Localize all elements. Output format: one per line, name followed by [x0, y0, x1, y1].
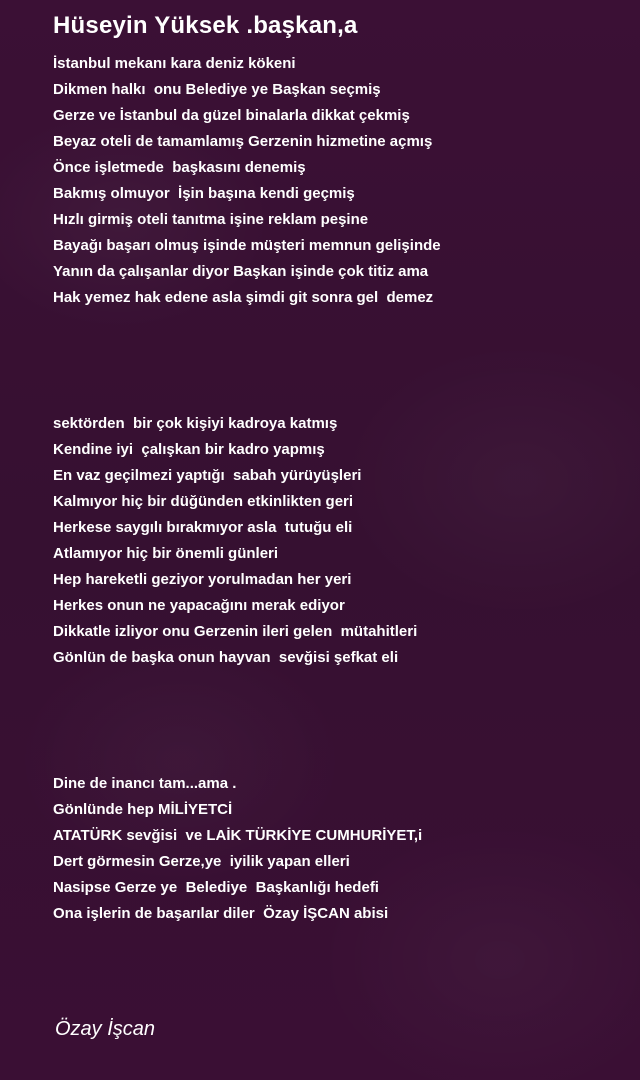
poem-line: Dikkatle izliyor onu Gerzenin ileri gelen mütahitleri — [53, 623, 418, 640]
poem-line: Gerze ve İstanbul da güzel binalarla dikkat çekmiş — [53, 107, 410, 124]
poem-line: İstanbul mekanı kara deniz kökeni — [53, 55, 296, 72]
poem-line: Önce işletmede başkasını denemiş — [53, 159, 306, 176]
poem-title: Hüseyin Yüksek .başkan,a — [53, 12, 358, 39]
poem-line: Dert görmesin Gerze,ye iyilik yapan elleri — [53, 853, 350, 870]
poem-line: Dikmen halkı onu Belediye ye Başkan seçmiş — [53, 81, 381, 98]
poem-line: sektörden bir çok kişiyi kadroya katmış — [53, 415, 338, 432]
poem-line: Yanın da çalışanlar diyor Başkan işinde çok titiz ama — [53, 263, 429, 280]
stanza-2 — [53, 411, 417, 671]
poem-line: Gönlün de başka onun hayvan sevğisi şefkat eli — [53, 649, 399, 666]
poem-line: Herkes onun ne yapacağını merak ediyor — [53, 597, 345, 614]
poem-line: ATATÜRK sevğisi ve LAİK TÜRKİYE CUMHURİYET,i — [53, 827, 423, 844]
poem-line: Gönlünde hep MİLİYETCİ — [53, 801, 233, 818]
poem-line: Atlamıyor hiç bir önemli günleri — [53, 545, 279, 562]
stanza-3 — [53, 771, 422, 927]
poem-line: Bayağı başarı olmuş işinde müşteri memnun gelişinde — [53, 237, 441, 254]
stanza-1 — [53, 51, 441, 311]
poem-line: Kendine iyi çalışkan bir kadro yapmış — [53, 441, 325, 458]
poem-line: Beyaz oteli de tamamlamış Gerzenin hizmetine açmış — [53, 133, 433, 150]
poem-line: Herkese saygılı bırakmıyor asla tutuğu eli — [53, 519, 353, 536]
poem-line: Hızlı girmiş oteli tanıtma işine reklam peşine — [53, 211, 369, 228]
poem-line: En vaz geçilmezi yaptığı sabah yürüyüşleri — [53, 467, 362, 484]
poem-line: Ona işlerin de başarılar diler Özay İŞCAN abisi — [53, 905, 389, 922]
poem-author: Özay İşcan — [55, 1018, 156, 1040]
poem-line: Hak yemez hak edene asla şimdi git sonra gel demez — [53, 289, 434, 306]
poem-line: Bakmış olmuyor İşin başına kendi geçmiş — [53, 185, 355, 202]
poem-line: Kalmıyor hiç bir düğünden etkinlikten geri — [53, 493, 354, 510]
poem-line: Nasipse Gerze ye Belediye Başkanlığı hedefi — [53, 879, 379, 896]
poem-line: Dine de inancı tam...ama . — [53, 775, 237, 792]
poem-line: Hep hareketli geziyor yorulmadan her yeri — [53, 571, 352, 588]
